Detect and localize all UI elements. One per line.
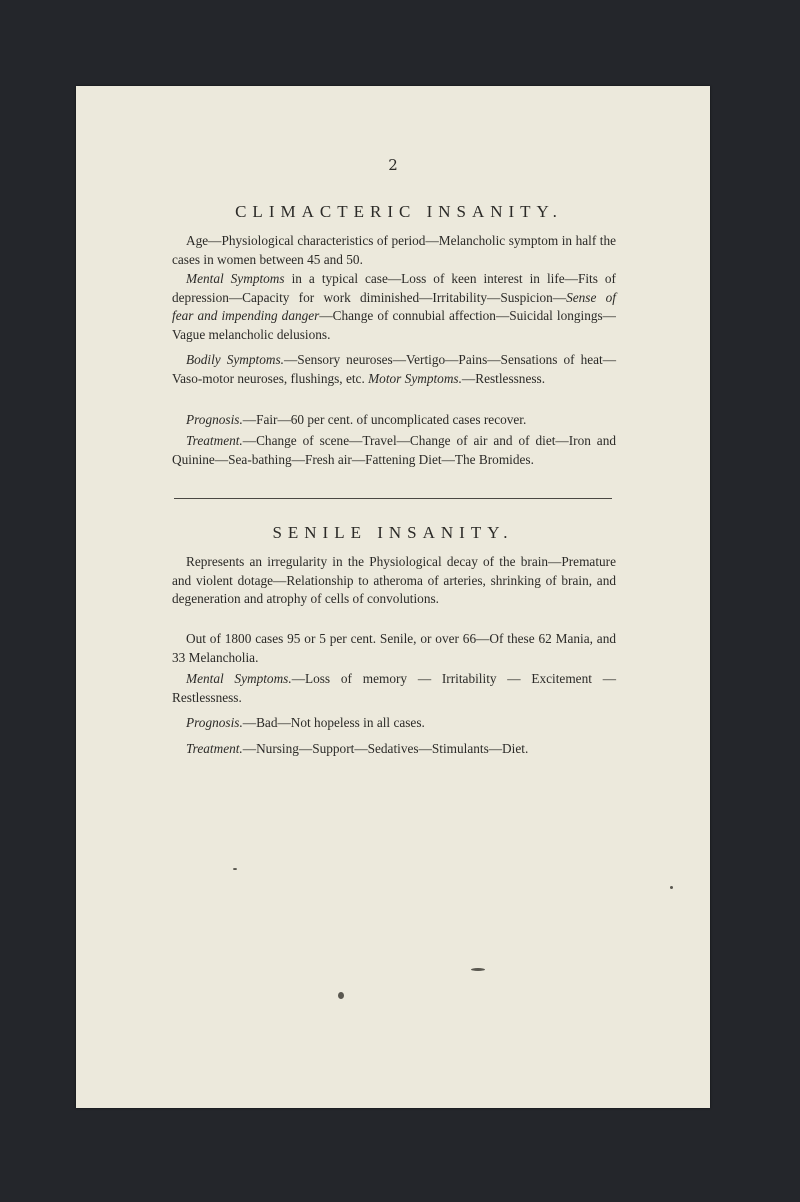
paper-speck [233,868,237,870]
section-divider [174,498,612,499]
paragraph-prognosis-senile [172,714,616,733]
paragraph-text: in a typical case—Loss of keen interest in life—Fits of depression—Capacity for work diminished—Irritability—Suspicion— [172,271,616,305]
paragraph-label: Prognosis. [186,412,243,427]
paragraph-represents [172,553,616,609]
paper-speck [670,886,673,889]
paragraph-text: —Restlessness. [461,370,546,386]
paragraph-treatment-senile [172,740,616,759]
section-heading-climacteric: CLIMACTERIC INSANITY. [235,202,563,221]
paragraph-bodily-symptoms [172,351,616,388]
paragraph-mental-symptoms-senile [172,670,616,707]
paragraph-text: Age—Physiological characteristics of period—Melancholic symptom in half the cases in women between 45 and 50. [172,233,616,267]
paragraph-label: Mental Symptoms [186,271,285,286]
section-heading-senile: SENILE INSANITY. [272,523,514,542]
paragraph-label: Prognosis. [186,715,243,730]
paragraph-label: Treatment. [186,433,243,448]
paragraph-text: —Nursing—Support—Sedatives—Stimulants—Diet. [242,741,529,756]
paragraph-mental-symptoms [172,270,616,344]
paragraph-text: —Change of scene—Travel—Change of air and of diet—Iron and Quinine—Sea-bathing—Fresh air—Fattening Diet—The Bromides. [172,433,616,467]
paper-speck [338,992,344,999]
paragraph-text: —Fair—60 per cent. of uncomplicated cases recover. [242,412,527,427]
paragraph-text: —Loss of memory — Irritability — Excitement — Restlessness. [172,671,616,705]
paragraph-label: Bodily Symptoms. [186,352,284,367]
paragraph-treatment [172,432,616,469]
paragraph-text: —Change of connubial affection—Suicidal longings—Vague melancholic delusions. [172,308,616,342]
page-number: 2 [388,156,398,174]
paragraph-label: Mental Symptoms. [186,671,292,686]
paragraph-text: Represents an irregularity in the Physiological decay of the brain—Premature and violent dotage—Relationship to atheroma of arteries, shrinking of brain, and degeneration and atrophy of cells of convolutions. [172,554,616,606]
paragraph-label: Motor Symptoms. [368,370,462,386]
paper-speck [471,968,485,971]
paragraph-prognosis [172,411,616,430]
paragraph-text: —Sensory neuroses—Vertigo—Pains—Sensations of heat—Vaso-motor neuroses, flushings, etc. [172,352,617,386]
paragraph-text: Out of 1800 cases 95 or 5 per cent. Senile, or over 66—Of these 62 Mania, and 33 Melancholia. [172,631,616,665]
document-page [76,86,710,1108]
paragraph-label: Treatment. [186,741,243,756]
paragraph-statistics [172,630,616,667]
paragraph-label: Sense of fear and impending danger [172,289,616,323]
paragraph-text: —Bad—Not hopeless in all cases. [242,715,425,730]
paragraph-age [172,232,616,269]
